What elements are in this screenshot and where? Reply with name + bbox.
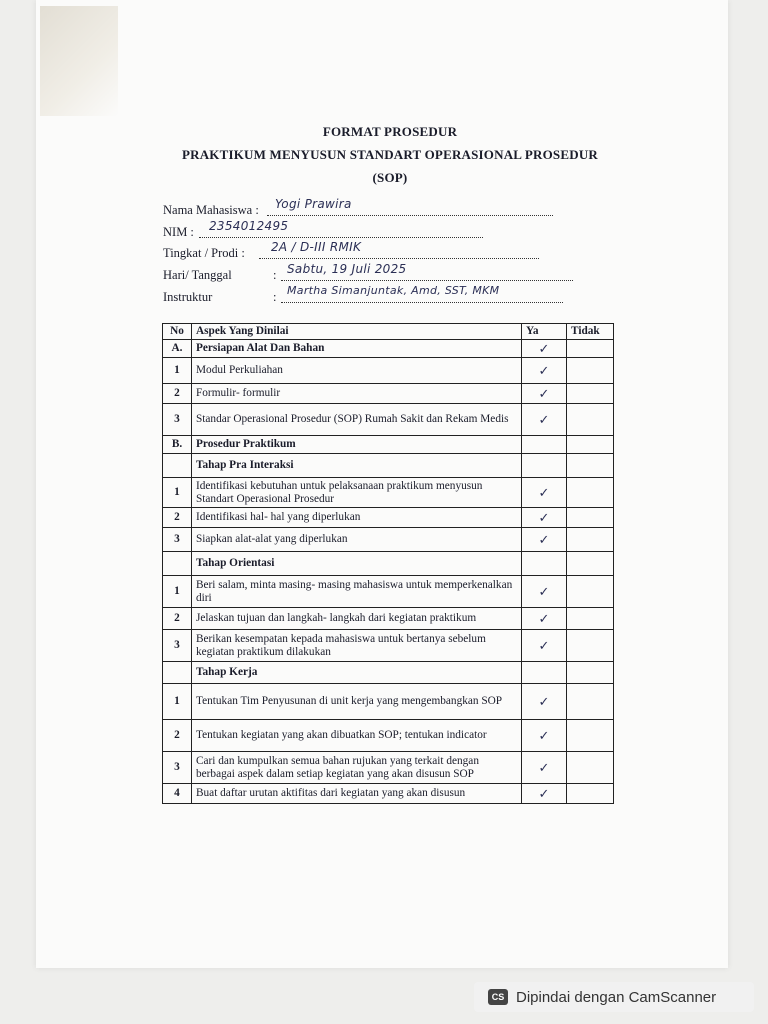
row-aspek: Buat daftar urutan aktifitas dari kegiatan yang akan disusun bbox=[192, 784, 522, 804]
row-tidak-check bbox=[567, 608, 614, 630]
camscanner-label: Dipindai dengan CamScanner bbox=[516, 988, 717, 1006]
row-ya-check: ✓ bbox=[522, 608, 567, 630]
table-row bbox=[163, 720, 614, 752]
field-nim-label: NIM : bbox=[163, 225, 194, 239]
row-number: 1 bbox=[163, 576, 192, 608]
row-aspek: Formulir- formulir bbox=[192, 384, 522, 404]
camscanner-watermark bbox=[474, 982, 754, 1012]
table-row bbox=[163, 508, 614, 528]
field-instruktur bbox=[163, 284, 500, 305]
row-aspek: Tentukan kegiatan yang akan dibuatkan SOP; tentukan indicator bbox=[192, 720, 522, 752]
field-nama-value: Yogi Prawira bbox=[275, 197, 352, 211]
table-row bbox=[163, 552, 614, 576]
table-row bbox=[163, 340, 614, 358]
row-tidak-check bbox=[567, 358, 614, 384]
table-row bbox=[163, 630, 614, 662]
table-row bbox=[163, 358, 614, 384]
table-row bbox=[163, 436, 614, 454]
row-ya-check bbox=[522, 436, 567, 454]
header-no: No bbox=[163, 324, 192, 340]
field-tingkat-value: 2A / D-III RMIK bbox=[271, 240, 362, 254]
field-hari-value: Sabtu, 19 Juli 2025 bbox=[287, 262, 407, 276]
table-row bbox=[163, 528, 614, 552]
row-number: 3 bbox=[163, 630, 192, 662]
table-row bbox=[163, 384, 614, 404]
row-number bbox=[163, 454, 192, 478]
table-row bbox=[163, 576, 614, 608]
row-tidak-check bbox=[567, 478, 614, 508]
row-ya-check bbox=[522, 454, 567, 478]
row-aspek: Jelaskan tujuan dan langkah- langkah dari kegiatan praktikum bbox=[192, 608, 522, 630]
row-aspek: Tahap Orientasi bbox=[192, 552, 522, 576]
row-tidak-check bbox=[567, 752, 614, 784]
row-aspek: Identifikasi hal- hal yang diperlukan bbox=[192, 508, 522, 528]
table-row bbox=[163, 608, 614, 630]
row-aspek: Tahap Pra Interaksi bbox=[192, 454, 522, 478]
row-number: B. bbox=[163, 436, 192, 454]
row-aspek: Prosedur Praktikum bbox=[192, 436, 522, 454]
row-number: 2 bbox=[163, 720, 192, 752]
row-ya-check bbox=[522, 552, 567, 576]
row-aspek: Berikan kesempatan kepada mahasiswa untuk bertanya sebelum kegiatan praktikum dilakukan bbox=[192, 630, 522, 662]
field-hari-colon: : bbox=[273, 268, 277, 282]
row-aspek: Identifikasi kebutuhan untuk pelaksanaan praktikum menyusun Standart Operasional Prosedur bbox=[192, 478, 522, 508]
row-aspek: Cari dan kumpulkan semua bahan rujukan yang terkait dengan berbagai aspek dalam setiap kegiatan yang akan disusun SOP bbox=[192, 752, 522, 784]
row-tidak-check bbox=[567, 784, 614, 804]
row-ya-check: ✓ bbox=[522, 478, 567, 508]
field-instruktur-label: Instruktur bbox=[163, 290, 213, 304]
row-aspek: Tahap Kerja bbox=[192, 662, 522, 684]
row-aspek: Tentukan Tim Penyusunan di unit kerja yang mengembangkan SOP bbox=[192, 684, 522, 720]
row-tidak-check bbox=[567, 454, 614, 478]
table-row bbox=[163, 454, 614, 478]
row-tidak-check bbox=[567, 630, 614, 662]
doc-title-line3: (SOP) bbox=[372, 170, 408, 185]
row-aspek: Modul Perkuliahan bbox=[192, 358, 522, 384]
row-ya-check: ✓ bbox=[522, 528, 567, 552]
field-hari-label: Hari/ Tanggal bbox=[163, 268, 232, 282]
row-ya-check: ✓ bbox=[522, 752, 567, 784]
row-tidak-check bbox=[567, 508, 614, 528]
table-row bbox=[163, 478, 614, 508]
row-ya-check bbox=[522, 662, 567, 684]
row-tidak-check bbox=[567, 662, 614, 684]
row-number: A. bbox=[163, 340, 192, 358]
field-instruktur-value: Martha Simanjuntak, Amd, SST, MKM bbox=[287, 284, 500, 297]
row-ya-check: ✓ bbox=[522, 630, 567, 662]
row-aspek: Standar Operasional Prosedur (SOP) Rumah Sakit dan Rekam Medis bbox=[192, 404, 522, 436]
row-ya-check: ✓ bbox=[522, 684, 567, 720]
field-instruktur-colon: : bbox=[273, 290, 277, 304]
field-tingkat-label: Tingkat / Prodi : bbox=[163, 246, 245, 260]
row-tidak-check bbox=[567, 528, 614, 552]
row-number: 2 bbox=[163, 508, 192, 528]
row-number: 1 bbox=[163, 358, 192, 384]
row-aspek: Siapkan alat-alat yang diperlukan bbox=[192, 528, 522, 552]
field-nama-label: Nama Mahasiswa : bbox=[163, 203, 259, 217]
row-number: 3 bbox=[163, 528, 192, 552]
row-number: 1 bbox=[163, 684, 192, 720]
row-ya-check: ✓ bbox=[522, 508, 567, 528]
row-tidak-check bbox=[567, 576, 614, 608]
table-row bbox=[163, 684, 614, 720]
row-number: 1 bbox=[163, 478, 192, 508]
row-ya-check: ✓ bbox=[522, 784, 567, 804]
row-ya-check: ✓ bbox=[522, 384, 567, 404]
table-row bbox=[163, 662, 614, 684]
row-tidak-check bbox=[567, 684, 614, 720]
sop-checklist-table bbox=[162, 323, 614, 804]
table-row bbox=[163, 404, 614, 436]
doc-title-line1: FORMAT PROSEDUR bbox=[322, 124, 458, 139]
row-number: 4 bbox=[163, 784, 192, 804]
doc-title-line2: PRAKTIKUM MENYUSUN STANDART OPERASIONAL PROSEDUR bbox=[181, 147, 599, 162]
row-ya-check: ✓ bbox=[522, 340, 567, 358]
row-tidak-check bbox=[567, 436, 614, 454]
row-number: 3 bbox=[163, 752, 192, 784]
field-nama bbox=[163, 197, 352, 218]
table-header-row bbox=[163, 324, 614, 340]
field-hari bbox=[163, 262, 407, 283]
row-aspek: Beri salam, minta masing- masing mahasiswa untuk memperkenalkan diri bbox=[192, 576, 522, 608]
scan-edge-artifact bbox=[40, 6, 118, 116]
row-number: 2 bbox=[163, 608, 192, 630]
row-ya-check: ✓ bbox=[522, 358, 567, 384]
field-tingkat bbox=[163, 240, 362, 261]
camscanner-icon: CS bbox=[488, 989, 508, 1005]
row-tidak-check bbox=[567, 384, 614, 404]
row-ya-check: ✓ bbox=[522, 576, 567, 608]
row-number bbox=[163, 662, 192, 684]
row-tidak-check bbox=[567, 720, 614, 752]
row-number: 2 bbox=[163, 384, 192, 404]
table-row bbox=[163, 784, 614, 804]
header-ya: Ya bbox=[522, 324, 567, 340]
field-nim bbox=[163, 219, 289, 240]
header-tidak: Tidak bbox=[567, 324, 614, 340]
row-tidak-check bbox=[567, 404, 614, 436]
row-aspek: Persiapan Alat Dan Bahan bbox=[192, 340, 522, 358]
row-ya-check: ✓ bbox=[522, 404, 567, 436]
row-ya-check: ✓ bbox=[522, 720, 567, 752]
table-row bbox=[163, 752, 614, 784]
row-tidak-check bbox=[567, 340, 614, 358]
row-number bbox=[163, 552, 192, 576]
header-aspek: Aspek Yang Dinilai bbox=[192, 324, 522, 340]
field-nim-value: 2354012495 bbox=[209, 219, 289, 233]
row-number: 3 bbox=[163, 404, 192, 436]
row-tidak-check bbox=[567, 552, 614, 576]
